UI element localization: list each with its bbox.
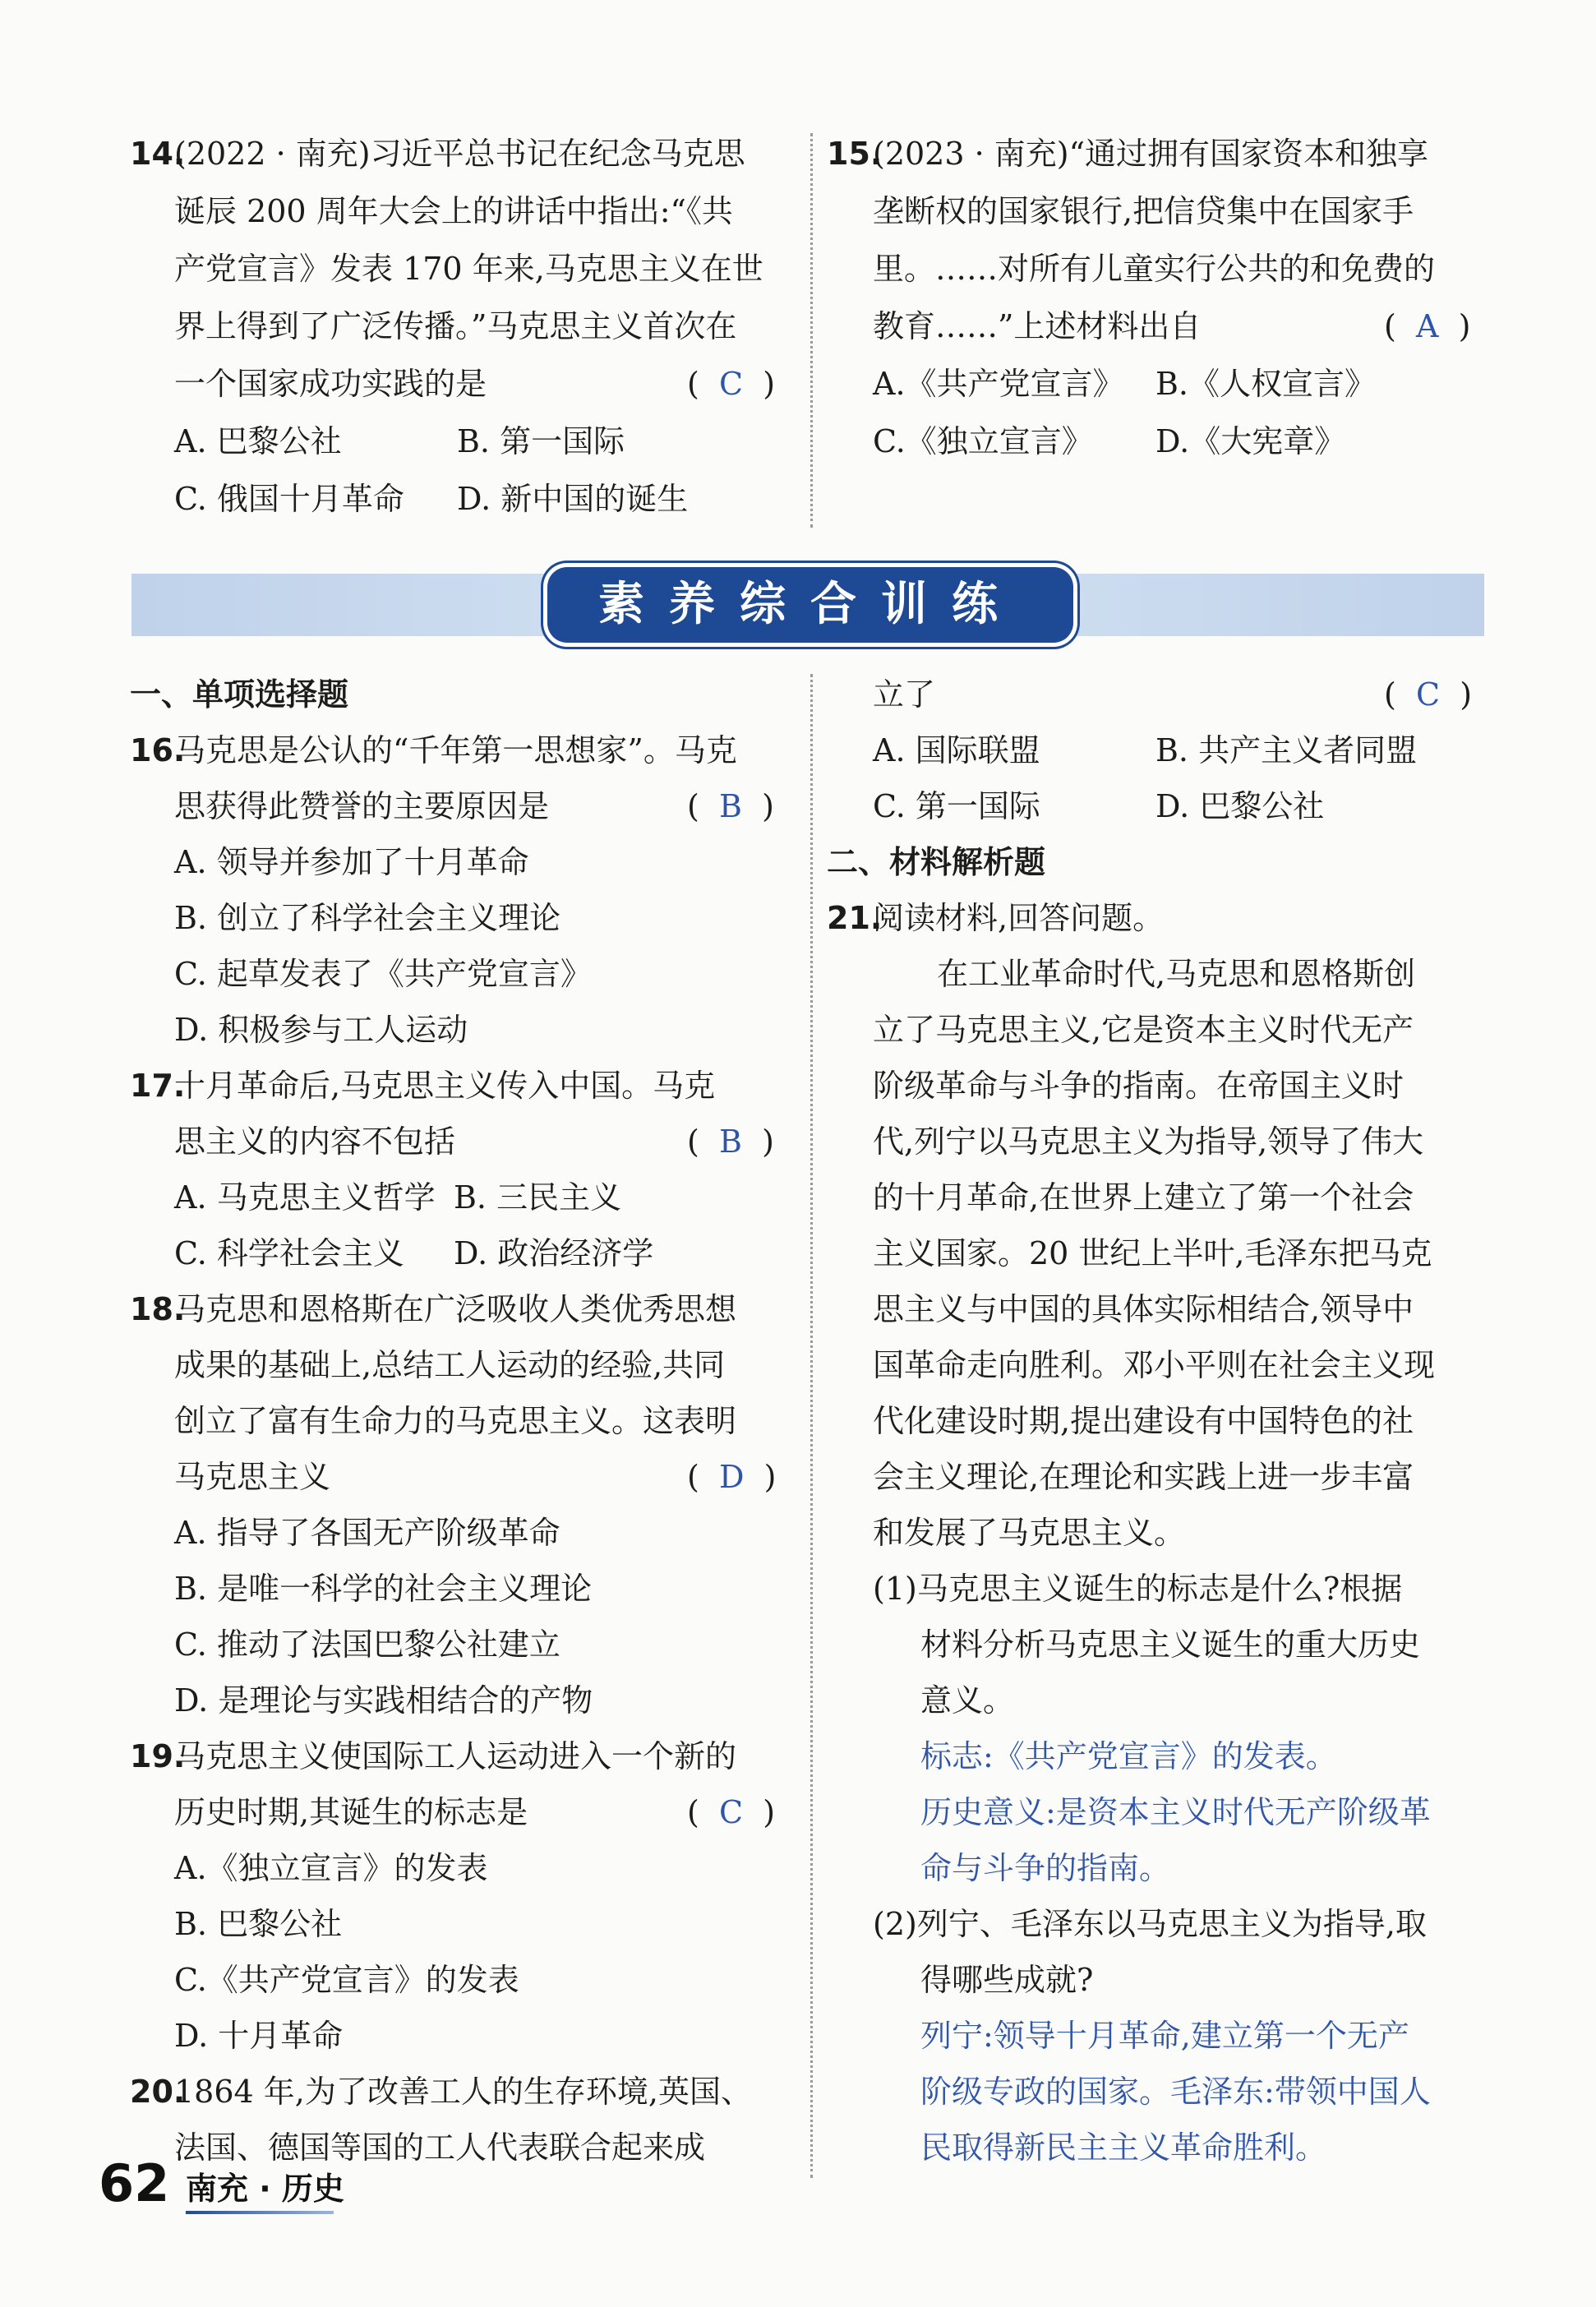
question-text-line: 思主义的内容不包括 <box>174 1124 456 1160</box>
question-number: 18. <box>130 1291 186 1327</box>
material-line: 阶级革命与斗争的指南。在帝国主义时 <box>873 1068 1405 1104</box>
question-text-line: 思获得此赞誉的主要原因是 <box>174 788 550 824</box>
option-c: C.《共产党宣言》的发表 <box>174 1962 519 1998</box>
option-a: A. 巴黎公社 <box>174 423 342 459</box>
material-line: 在工业革命时代,马克思和恩格斯创 <box>937 956 1416 992</box>
answer-letter: D <box>718 1459 745 1495</box>
answer-bracket: ( B ) <box>687 788 774 824</box>
question-text-line: 马克思和恩格斯在广泛吸收人类优秀思想 <box>174 1291 737 1327</box>
option-c: C. 科学社会主义 <box>174 1235 404 1271</box>
answer-letter: C <box>718 366 744 402</box>
question-number: 16. <box>130 732 186 768</box>
sub-question-2: (2)列宁、毛泽东以马克思主义为指导,取 <box>873 1906 1427 1942</box>
option-a: A. 领导并参加了十月革命 <box>174 844 529 880</box>
answer-letter: B <box>718 1124 742 1160</box>
option-a: A.《独立宣言》的发表 <box>174 1850 488 1886</box>
answer-bracket: ( D ) <box>687 1459 777 1495</box>
sub-question-2: 得哪些成就? <box>920 1962 1094 1998</box>
answer-line: 标志:《共产党宣言》的发表。 <box>920 1738 1337 1774</box>
question-number: 21. <box>827 900 883 936</box>
option-d: D. 是理论与实践相结合的产物 <box>174 1682 593 1719</box>
page-number: 62 <box>99 2153 170 2213</box>
option-c: C.《独立宣言》 <box>873 423 1093 459</box>
answer-letter: A <box>1415 308 1439 344</box>
question-text-line: 诞辰 200 周年大会上的讲话中指出:“《共 <box>174 193 733 229</box>
option-d: D. 新中国的诞生 <box>457 481 689 517</box>
question-text-line: 里。……对所有儿童实行公共的和免费的 <box>873 251 1436 287</box>
option-c: C. 推动了法国巴黎公社建立 <box>174 1626 560 1663</box>
sub-question-1: (1)马克思主义诞生的标志是什么?根据 <box>873 1571 1403 1607</box>
question-text-line: 十月革命后,马克思主义传入中国。马克 <box>174 1068 716 1104</box>
question-prompt: 阅读材料,回答问题。 <box>873 900 1165 936</box>
answer-bracket: ( A ) <box>1384 308 1471 344</box>
material-line: 和发展了马克思主义。 <box>873 1515 1186 1551</box>
answer-bracket: ( C ) <box>687 366 776 402</box>
answer-bracket: ( B ) <box>687 1124 774 1160</box>
question-text-line: 历史时期,其诞生的标志是 <box>174 1794 528 1830</box>
material-line: 主义国家。20 世纪上半叶,毛泽东把马克 <box>873 1235 1432 1271</box>
option-b: B. 创立了科学社会主义理论 <box>174 900 561 936</box>
option-a: A. 马克思主义哲学 <box>174 1179 436 1216</box>
option-d: D. 十月革命 <box>174 2018 344 2054</box>
question-text-line: 创立了富有生命力的马克思主义。这表明 <box>174 1403 737 1439</box>
material-line: 立了马克思主义,它是资本主义时代无产 <box>873 1012 1414 1048</box>
sub-question-1: 意义。 <box>920 1682 1015 1719</box>
option-d: D. 政治经济学 <box>454 1235 654 1271</box>
option-c: C. 俄国十月革命 <box>174 481 404 517</box>
option-b: B. 巴黎公社 <box>174 1906 343 1942</box>
question-number: 17. <box>130 1068 186 1104</box>
option-a: A. 指导了各国无产阶级革命 <box>174 1515 560 1551</box>
option-b: B.《人权宣言》 <box>1155 366 1377 402</box>
option-a: A. 国际联盟 <box>873 732 1040 768</box>
question-text-line: 垄断权的国家银行,把信贷集中在国家手 <box>873 193 1414 229</box>
material-line: 的十月革命,在世界上建立了第一个社会 <box>873 1179 1414 1216</box>
question-number: 14. <box>130 136 186 172</box>
question-text-line: 马克思是公认的“千年第一思想家”。马克 <box>174 732 737 768</box>
option-b: B. 共产主义者同盟 <box>1155 732 1418 768</box>
option-d: D.《大宪章》 <box>1155 423 1346 459</box>
question-number: 15. <box>827 136 883 172</box>
answer-bracket: ( C ) <box>687 1794 776 1830</box>
question-text-line: 成果的基础上,总结工人运动的经验,共同 <box>174 1347 726 1383</box>
answer-letter: C <box>1415 676 1441 713</box>
answer-line: 阶级专政的国家。毛泽东:带领中国人 <box>920 2074 1431 2110</box>
question-text-line: 法国、德国等国的工人代表联合起来成 <box>174 2129 706 2166</box>
material-line: 国革命走向胜利。邓小平则在社会主义现 <box>873 1347 1436 1383</box>
answer-line: 列宁:领导十月革命,建立第一个无产 <box>920 2018 1409 2054</box>
question-text-line: 马克思主义 <box>174 1459 331 1495</box>
question-text-line: (2023 · 南充)“通过拥有国家资本和独享 <box>873 136 1429 172</box>
option-b: B. 三民主义 <box>454 1179 622 1216</box>
question-number: 19. <box>130 1738 186 1774</box>
answer-bracket: ( C ) <box>1384 676 1473 713</box>
answer-letter: B <box>718 788 742 824</box>
sub-question-1: 材料分析马克思主义诞生的重大历史 <box>920 1626 1421 1663</box>
footer-underline <box>186 2211 334 2214</box>
question-text-line: 产党宣言》发表 170 年来,马克思主义在世 <box>174 251 763 287</box>
answer-line: 历史意义:是资本主义时代无产阶级革 <box>920 1794 1431 1830</box>
option-d: D. 巴黎公社 <box>1155 788 1325 824</box>
section-heading-single-choice: 一、单项选择题 <box>130 676 349 713</box>
answer-line: 民取得新民主主义革命胜利。 <box>920 2129 1327 2166</box>
material-line: 代,列宁以马克思主义为指导,领导了伟大 <box>873 1124 1424 1160</box>
option-d: D. 积极参与工人运动 <box>174 1012 468 1048</box>
material-line: 代化建设时期,提出建设有中国特色的社 <box>873 1403 1414 1439</box>
option-c: C. 第一国际 <box>873 788 1040 824</box>
question-text-line: 界上得到了广泛传播。”马克思主义首次在 <box>174 308 737 344</box>
section-heading-material-analysis: 二、材料解析题 <box>827 844 1046 880</box>
question-text-line: 立了 <box>873 676 936 713</box>
material-line: 思主义与中国的具体实际相结合,领导中 <box>873 1291 1414 1327</box>
section-banner-title: 素养综合训练 <box>547 567 1073 643</box>
option-b: B. 是唯一科学的社会主义理论 <box>174 1571 593 1607</box>
answer-letter: C <box>718 1794 744 1830</box>
option-c: C. 起草发表了《共产党宣言》 <box>174 956 592 992</box>
question-text-line: (2022 · 南充)习近平总书记在纪念马克思 <box>174 136 745 172</box>
material-line: 会主义理论,在理论和实践上进一步丰富 <box>873 1459 1414 1495</box>
option-b: B. 第一国际 <box>457 423 625 459</box>
question-text-line: 一个国家成功实践的是 <box>174 366 487 402</box>
option-a: A.《共产党宣言》 <box>873 366 1124 402</box>
answer-line: 命与斗争的指南。 <box>920 1850 1171 1886</box>
question-text-line: 1864 年,为了改善工人的生存环境,英国、 <box>174 2074 752 2110</box>
question-text-line: 马克思主义使国际工人运动进入一个新的 <box>174 1738 737 1774</box>
footer-label: 南充 · 历史 <box>186 2171 344 2207</box>
question-number: 20. <box>130 2074 186 2110</box>
question-text-line: 教育……”上述材料出自 <box>873 308 1202 344</box>
